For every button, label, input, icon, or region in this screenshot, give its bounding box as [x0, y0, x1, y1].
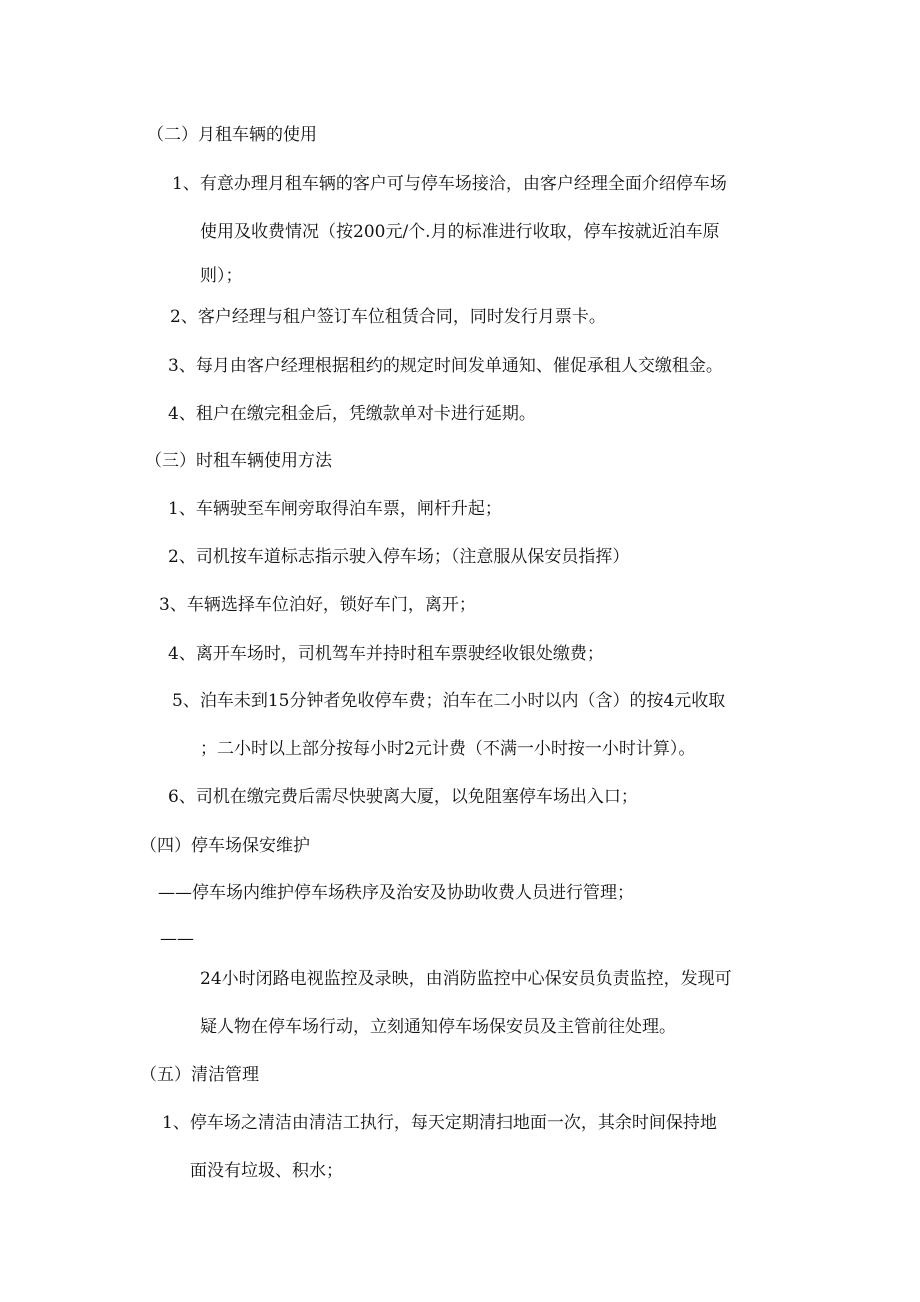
paragraph-line: 2、司机按车道标志指示驶入停车场；（注意服从保安员指挥） — [168, 547, 630, 567]
section-heading-5: （五）清洁管理 — [140, 1065, 259, 1085]
paragraph-line: 使用及收费情况（按200元/个.月的标准进行收取，停车按就近泊车原 — [200, 222, 720, 242]
paragraph-line: 6、司机在缴完费后需尽快驶离大厦，以免阻塞停车场出入口； — [168, 787, 638, 807]
paragraph-line: 面没有垃圾、积水； — [190, 1161, 343, 1181]
paragraph-line: ——停车场内维护停车场秩序及治安及协助收费人员进行管理； — [158, 883, 634, 903]
paragraph-line: 4、离开车场时，司机驾车并持时租车票驶经收银处缴费； — [168, 644, 604, 664]
paragraph-line: 2、客户经理与租户签订车位租赁合同，同时发行月票卡。 — [170, 307, 606, 327]
paragraph-line: 疑人物在停车场行动，立刻通知停车场保安员及主管前往处理。 — [200, 1017, 676, 1037]
paragraph-line: 4、租户在缴完租金后，凭缴款单对卡进行延期。 — [168, 404, 536, 424]
paragraph-line: 5、泊车未到15分钟者免收停车费；泊车在二小时以内（含）的按4元收取 — [172, 691, 726, 711]
paragraph-line: 24小时闭路电视监控及录映，由消防监控中心保安员负责监控，发现可 — [200, 969, 732, 989]
paragraph-line: ；二小时以上部分按每小时2元计费（不满一小时按一小时计算）。 — [200, 739, 696, 759]
paragraph-line: 1、有意办理月租车辆的客户可与停车场接洽，由客户经理全面介绍停车场 — [172, 174, 727, 194]
paragraph-line: 3、车辆选择车位泊好，锁好车门，离开； — [159, 595, 476, 615]
section-heading-3: （三）时租车辆使用方法 — [145, 451, 332, 471]
paragraph-line: 1、车辆驶至车闸旁取得泊车票，闸杆升起； — [168, 499, 502, 519]
paragraph-line: 3、每月由客户经理根据租约的规定时间发单通知、催促承租人交缴租金。 — [168, 356, 723, 376]
section-heading-4: （四）停车场保安维护 — [140, 836, 310, 856]
paragraph-line: 则）； — [200, 266, 243, 286]
section-heading-2: （二）月租车辆的使用 — [147, 125, 317, 145]
paragraph-line: —— — [160, 929, 194, 949]
paragraph-line: 1、停车场之清洁由清洁工执行，每天定期清扫地面一次，其余时间保持地 — [162, 1113, 717, 1133]
